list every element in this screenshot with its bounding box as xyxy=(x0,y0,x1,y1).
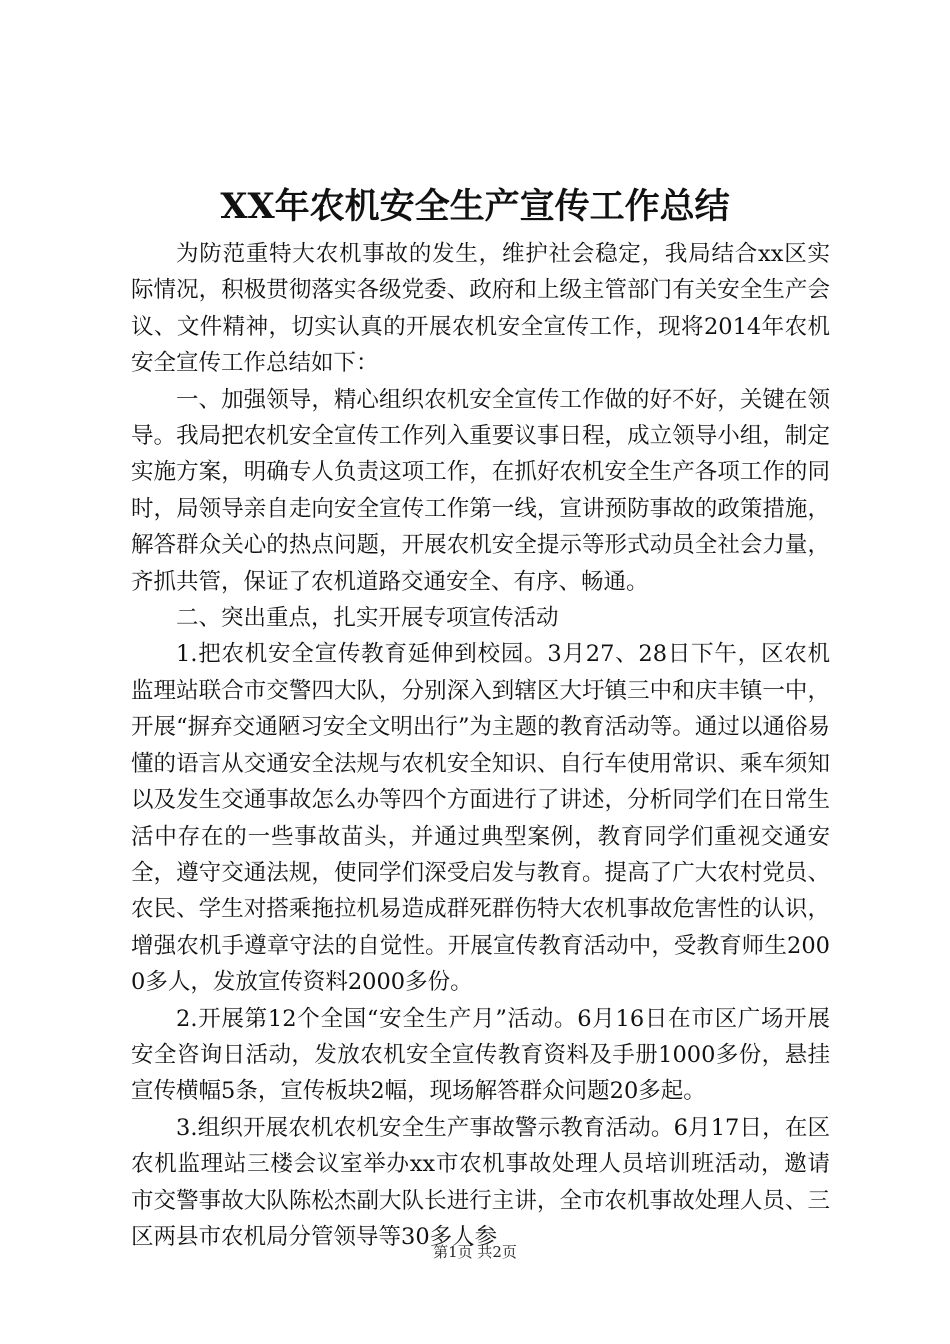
paragraph-campus-education: 1.把农机安全宣传教育延伸到校园。3月27、28日下午，区农机监理站联合市交警四大队，分别深入到辖区大圩镇三中和庆丰镇一中，开展“摒弃交通陋习安全文明出行”为主题的教育活动等。通过以通俗易懂的语言从交通安全法规与农机安全知识、自行车使用常识、乘车须知以及发生交通事故怎么办等四个方面进行了讲述，分析同学们在日常生活中存在的一些事故苗头，并通过典型案例，教育同学们重视交通安全，遵守交通法规，使同学们深受启发与教育。提高了广大农村党员、农民、学生对搭乘拖拉机易造成群死群伤特大农机事故危害性的认识，增强农机手遵章守法的自觉性。开展宣传教育活动中，受教育师生2000多人，发放宣传资料2000多份。 xyxy=(131,641,830,996)
document-body xyxy=(131,236,830,1255)
page-footer: 第1页 共2页 xyxy=(433,1243,517,1261)
document-title: XX年农机安全生产宣传工作总结 xyxy=(220,186,730,227)
paragraph-leadership: 一、加强领导，精心组织农机安全宣传工作做的好不好，关键在领导。我局把农机安全宣传工作列入重要议事日程，成立领导小组，制定实施方案，明确专人负责这项工作，在抓好农机安全生产各项工作的同时，局领导亲自走向安全宣传工作第一线，宣讲预防事故的政策措施，解答群众关心的热点问题，开展农机安全提示等形式动员全社会力量，齐抓共管，保证了农机道路交通安全、有序、畅通。 xyxy=(131,386,830,595)
paragraph-safety-month: 2.开展第12个全国“安全生产月”活动。6月16日在市区广场开展安全咨询日活动，发放农机安全宣传教育资料及手册1000多份，悬挂宣传横幅5条，宣传板块2幅，现场解答群众问题20多起。 xyxy=(131,1005,830,1105)
paragraph-warning-education: 3.组织开展农机农机安全生产事故警示教育活动。6月17日，在区农机监理站三楼会议室举办xx市农机事故处理人员培训班活动，邀请市交警事故大队陈松杰副大队长进行主讲，全市农机事故处理人员、三区两县市农机局分管领导等30多人参 xyxy=(131,1114,830,1250)
paragraph-heading-focus: 二、突出重点，扎实开展专项宣传活动 xyxy=(176,605,559,632)
paragraph-intro: 为防范重特大农机事故的发生，维护社会稳定，我局结合xx区实际情况，积极贯彻落实各级党委、政府和上级主管部门有关安全生产会议、文件精神，切实认真的开展农机安全宣传工作，现将2014年农机安全宣传工作总结如下： xyxy=(131,241,830,377)
